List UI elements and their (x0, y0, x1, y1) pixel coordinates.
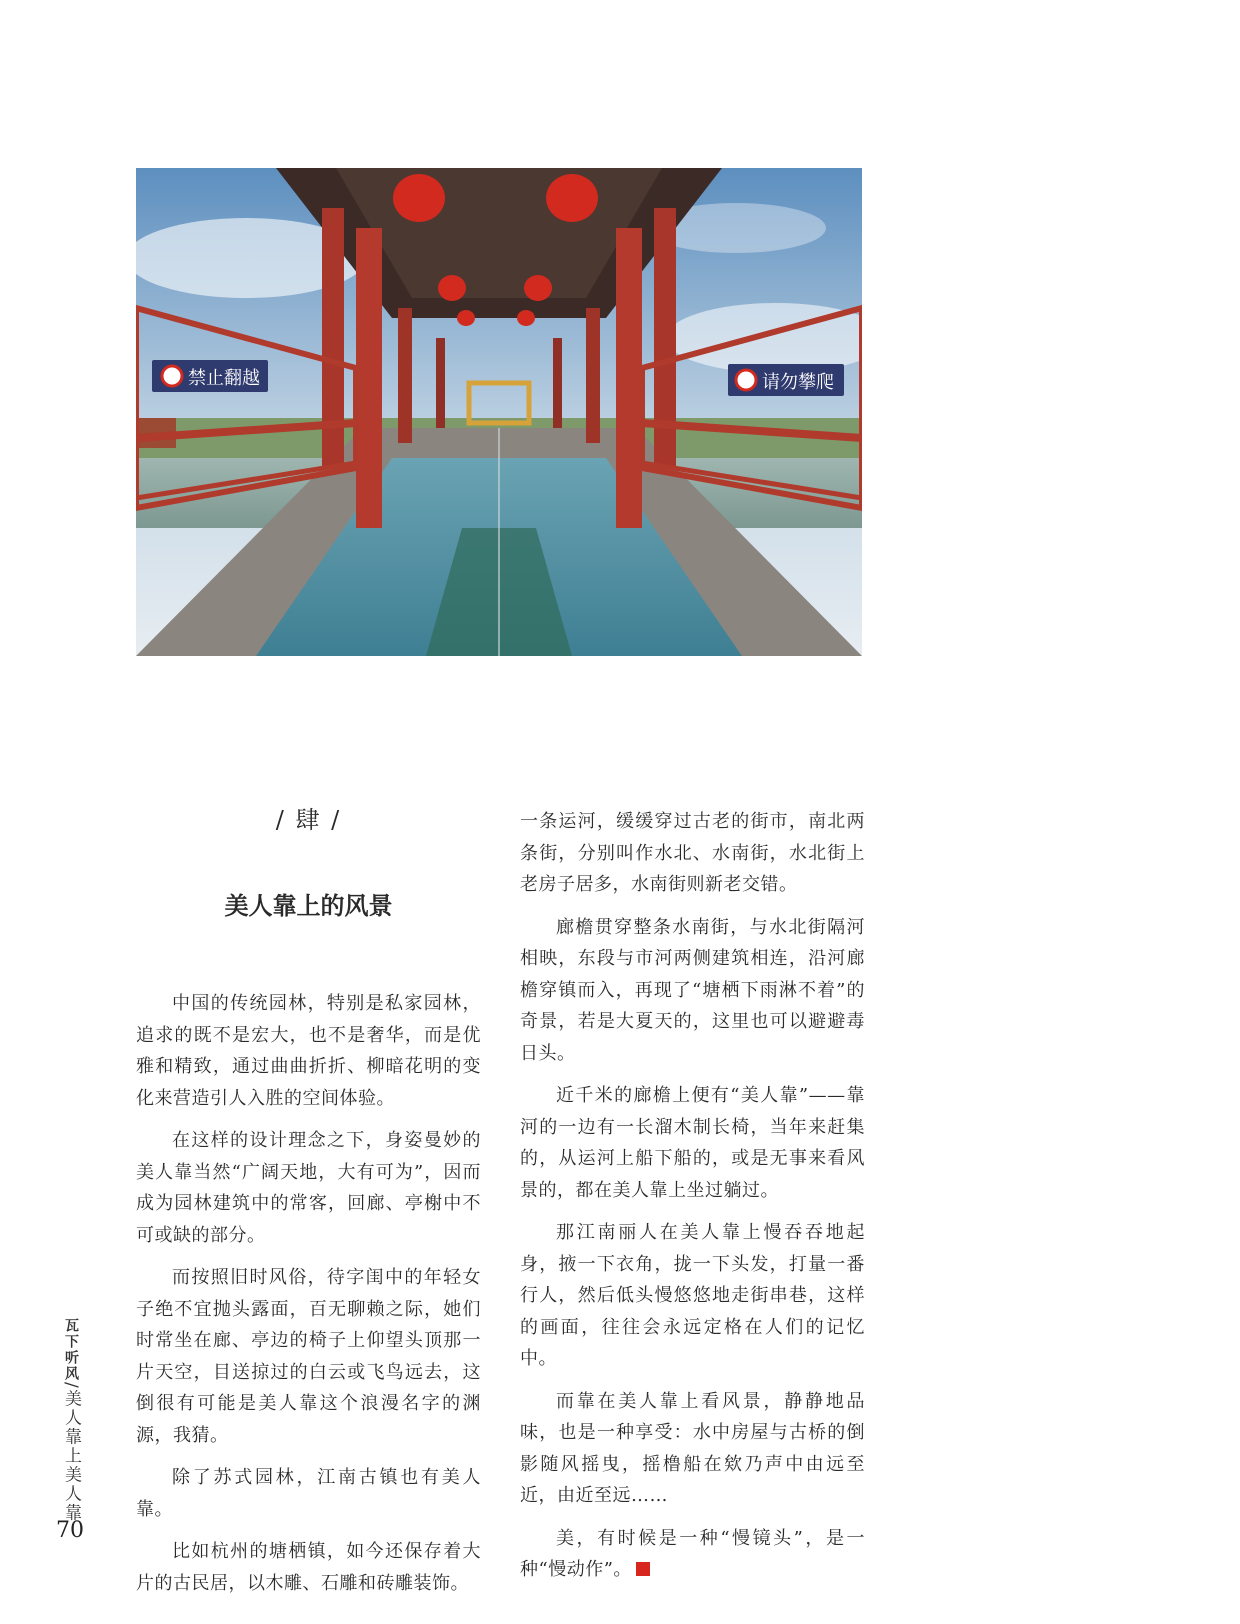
running-head-title: 美人靠上美人靠 (61, 1389, 81, 1523)
paragraph: 一条运河，缓缓穿过古老的街市，南北两条街，分别叫作水北、水南街，水北街上老房子居多，水南街则新老交错。 (520, 811, 865, 895)
paragraph: 那江南丽人在美人靠上慢吞吞地起身，掖一下衣角，拢一下头发，打量一番行人，然后低头慢悠悠地走街串巷，这样的画面，往往会永远定格在人们的记忆中。 (520, 1222, 865, 1369)
paragraph: 廊檐贯穿整条水南街，与水北街隔河相映，东段与市河两侧建筑相连，沿河廊檐穿镇而入，再现了“塘栖下雨淋不着”的奇景，若是大夏天的，这里也可以避避毒日头。 (520, 916, 865, 1064)
page-number: 70 (56, 1518, 84, 1543)
paragraph: 中国的传统园林，特别是私家园林，追求的既不是宏大，也不是奢华，而是优雅和精致，通过曲曲折折、柳暗花明的变化来营造引人入胜的空间体验。 (136, 993, 481, 1109)
section-title: 美人靠上的风景 (224, 891, 393, 920)
paragraph: 近千米的廊檐上便有“美人靠”——靠河的一边有一长溜木制长椅，当年来赶集的，从运河上船下船的，或是无事来看风景的，都在美人靠上坐过躺过。 (520, 1085, 865, 1201)
sign-right-text: 请勿攀爬 (762, 372, 834, 393)
paragraph: 除了苏式园林，江南古镇也有美人靠。 (136, 1467, 481, 1520)
paragraph: 而按照旧时风俗，待字闺中的年轻女子绝不宜抛头露面，百无聊赖之际，她们时常坐在廊、亭边的椅子上仰望头顶那一片天空，目送掠过的白云或飞鸟远去，这倒很有可能是美人靠这个浪漫名字的渊源，我猜。 (136, 1267, 481, 1446)
running-head (58, 1318, 82, 1523)
paragraph: 在这样的设计理念之下，身姿曼妙的美人靠当然“广阔天地，大有可为”，因而成为园林建筑中的常客，回廊、亭榭中不可或缺的部分。 (136, 1130, 481, 1246)
section-number: / 肆 / (275, 806, 342, 834)
sign-left-text: 禁止翻越 (188, 368, 260, 389)
magazine-section-name: 瓦下听风 (63, 1318, 79, 1382)
final-text: 美，有时候是一种“慢镜头”，是一种“慢动作”。 (520, 1527, 865, 1580)
running-head-separator: / (61, 1382, 81, 1390)
article-photo (136, 168, 862, 656)
end-of-article-mark (636, 1562, 650, 1576)
no-entry-icon (162, 366, 182, 386)
paragraph: 而靠在美人靠上看风景，静静地品味，也是一种享受：水中房屋与古桥的倒影随风摇曳，摇橹船在欸乃声中由远至近，由近至远…… (520, 1390, 865, 1506)
right-column (520, 806, 865, 1597)
left-column (136, 800, 481, 1610)
bridge-photo-illustration (136, 168, 862, 656)
paragraph-final (520, 1523, 865, 1586)
paragraph: 比如杭州的塘栖镇，如今还保存着大片的古民居，以木雕、石雕和砖雕装饰。 (136, 1541, 481, 1594)
no-climbing-icon (736, 370, 756, 390)
